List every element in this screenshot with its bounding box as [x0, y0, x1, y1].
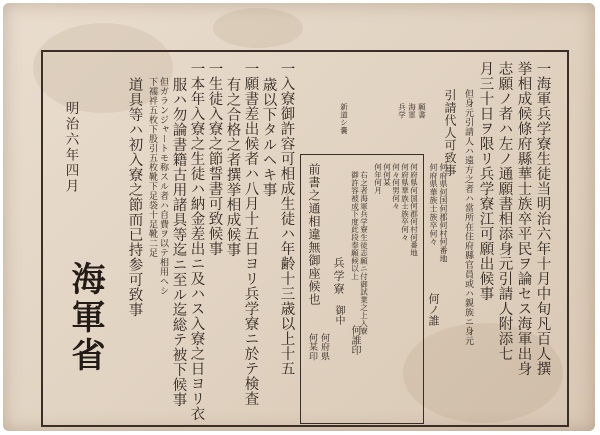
form-address-3: 何々何男何々	[391, 163, 401, 210]
article-column-4: 有之合格之者撰挙相成候事	[224, 77, 241, 257]
article-column-2: 歳以下タルヘキ事	[260, 77, 277, 197]
issue-date: 明治六年四月	[62, 101, 79, 194]
issuer-name: 海軍省	[65, 261, 105, 375]
article-column-8: 道具等ハ初入寮之節而已持参可致事	[126, 77, 143, 317]
form-address-2: 何府県華族士族卒何々	[400, 163, 410, 241]
article-column-6: 一本年入寮之生徒ハ納金差出ニ及ハス入寮之日ヨリ衣	[188, 61, 205, 421]
main-column-2: 挙相成候條府縣華士族卒平民ヲ論セス海軍出身	[515, 61, 532, 376]
form-mid-note-2: 海軍	[407, 103, 417, 119]
form-mid-note-1: 願書	[417, 103, 427, 119]
form-right-2: 何府県華族士族卒何々	[429, 163, 438, 246]
form-mid-note-3: 兵学	[397, 103, 407, 119]
form-body-2: 御許容被成下度此段奉願候以上	[350, 171, 360, 281]
form-top-note: 新道シ嚢	[339, 103, 349, 135]
form-address-5: 何年何月	[373, 163, 383, 195]
document-sheet	[3, 3, 595, 431]
article-column-5: 一生徒入寮之節誓書可致候事	[206, 61, 223, 256]
form-signer-2: 何某印	[307, 333, 317, 361]
article-column-3: 一願書差出候者ハ八月十五日ヨリ兵学寮ニ於テ検査	[242, 61, 259, 406]
form-right-3: 何ノ誰	[427, 293, 440, 326]
article-note-2: 下襦袢五枚下股引五枚靴下足袋十足靴二足	[147, 77, 157, 258]
main-column-3: 志願ノ者ハ左ノ通願書相添身元引請人附添七	[496, 61, 513, 361]
paper-stain	[213, 8, 303, 48]
form-body-1: 右之者海軍兵学寮生徒志願ニ付御試業之上入寮	[359, 171, 369, 335]
form-signer-1: 何府県	[319, 333, 329, 361]
form-addressee: 兵学寮	[332, 257, 345, 296]
main-column-4: 月三十日ヲ限リ兵学寮江可願出候事	[477, 61, 494, 301]
form-address-1: 何府県何国何郡何村何番地	[409, 163, 419, 257]
form-address-4: 何何某	[382, 163, 392, 187]
form-box-title: 前書之通相違無御座候也	[307, 163, 321, 306]
article-column-7: 服ハ勿論書籍古用諸具等迄ニ至ル迄総テ被下候事	[170, 77, 187, 407]
main-column-1: 一海軍兵学寮生徒当明治六年十月中旬凡百人撰	[534, 61, 551, 376]
article-column-1: 一入寮御許容可相成生徒ハ年齢十三歳以上十五	[278, 61, 295, 376]
main-note-column-2: 引請代人可致事	[443, 89, 457, 177]
form-signer-right: 何誰印	[349, 325, 360, 355]
article-note-1: 但ガランジャートモ称スル者ハ自費ヲ以テ相用ヘシ	[158, 77, 168, 296]
form-right-1: 何府県何国何郡何村何番地	[439, 163, 448, 263]
form-addressee-suffix: 御中	[333, 305, 344, 325]
main-note-column-1: 但身元引請人ハ遠方之者ハ當所在住府縣官員或ハ親族ニ身元	[463, 89, 473, 346]
